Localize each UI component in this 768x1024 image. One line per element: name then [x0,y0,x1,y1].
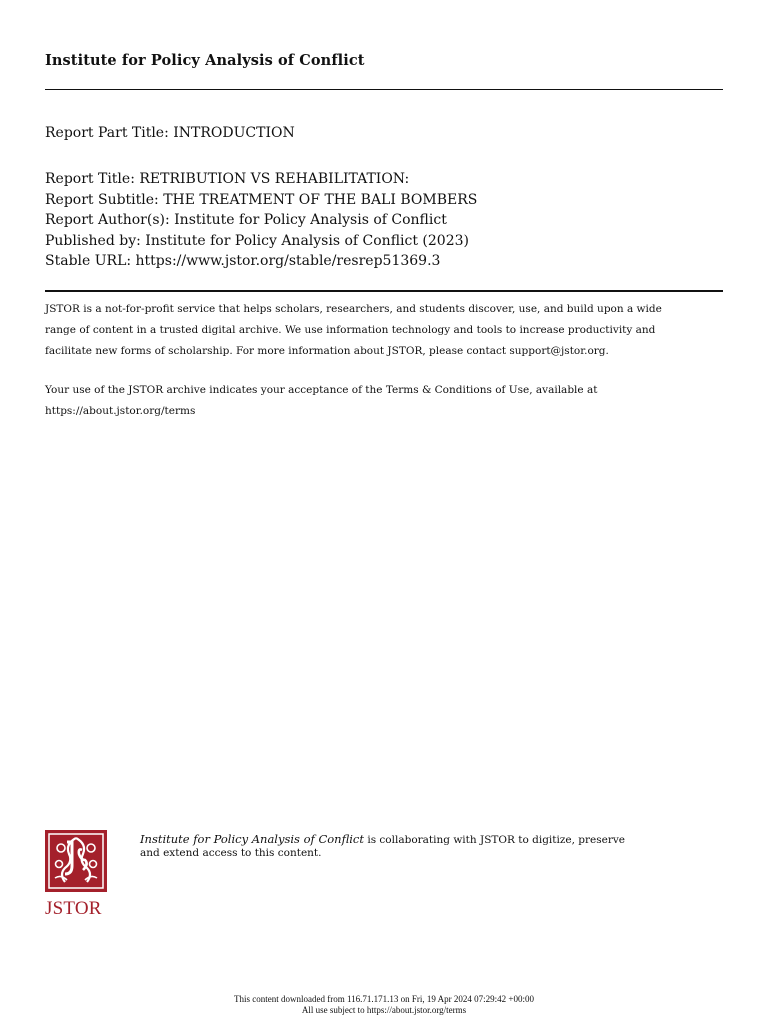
jstor-seal-icon [45,830,107,892]
metadata-divider [45,290,723,292]
about-line-3: facilitate new forms of scholarship. For more information about JSTOR, please contact support@jstor.org. [45,345,609,357]
report-publisher: Published by: Institute for Policy Analysis of Conflict (2023) [45,232,469,249]
publisher-header: Institute for Policy Analysis of Conflict [45,52,365,69]
report-subtitle: Report Subtitle: THE TREATMENT OF THE BALI BOMBERS [45,191,478,208]
report-part-title-text: Report Part Title: INTRODUCTION [45,125,295,141]
header-divider [45,89,723,90]
collaborating-org: Institute for Policy Analysis of Conflict [140,832,364,846]
collaboration-text: is collaborating with JSTOR to digitize, preserve [364,834,626,846]
stable-url[interactable]: Stable URL: https://www.jstor.org/stable/resrep51369.3 [45,253,441,269]
footer-terms[interactable]: All use subject to https://about.jstor.org/terms [301,1005,467,1015]
report-part-title [45,123,295,144]
about-line-2: range of content in a trusted digital archive. We use information technology and tools to increase productivity and [45,324,656,336]
jstor-logo [45,830,107,920]
terms-notice [45,380,725,422]
about-line-1: JSTOR is a not-for-profit service that helps scholars, researchers, and students discover, use, and build upon a wide [45,303,662,315]
report-metadata [45,169,477,272]
report-title: Report Title: RETRIBUTION VS REHABILITATION: [45,171,410,187]
collaboration-statement [140,833,730,859]
jstor-wordmark: JSTOR [45,898,102,919]
download-footer [0,994,768,1016]
collaboration-text-line2: and extend access to this content. [140,846,322,859]
terms-line-1: Your use of the JSTOR archive indicates your acceptance of the Terms & Conditions of Use, available at [45,384,598,396]
report-authors: Report Author(s): Institute for Policy Analysis of Conflict [45,212,447,228]
jstor-about-notice [45,299,725,362]
terms-link[interactable]: https://about.jstor.org/terms [45,405,196,417]
download-info: This content downloaded from 116.71.171.13 on Fri, 19 Apr 2024 07:29:42 +00:00 [234,994,534,1004]
